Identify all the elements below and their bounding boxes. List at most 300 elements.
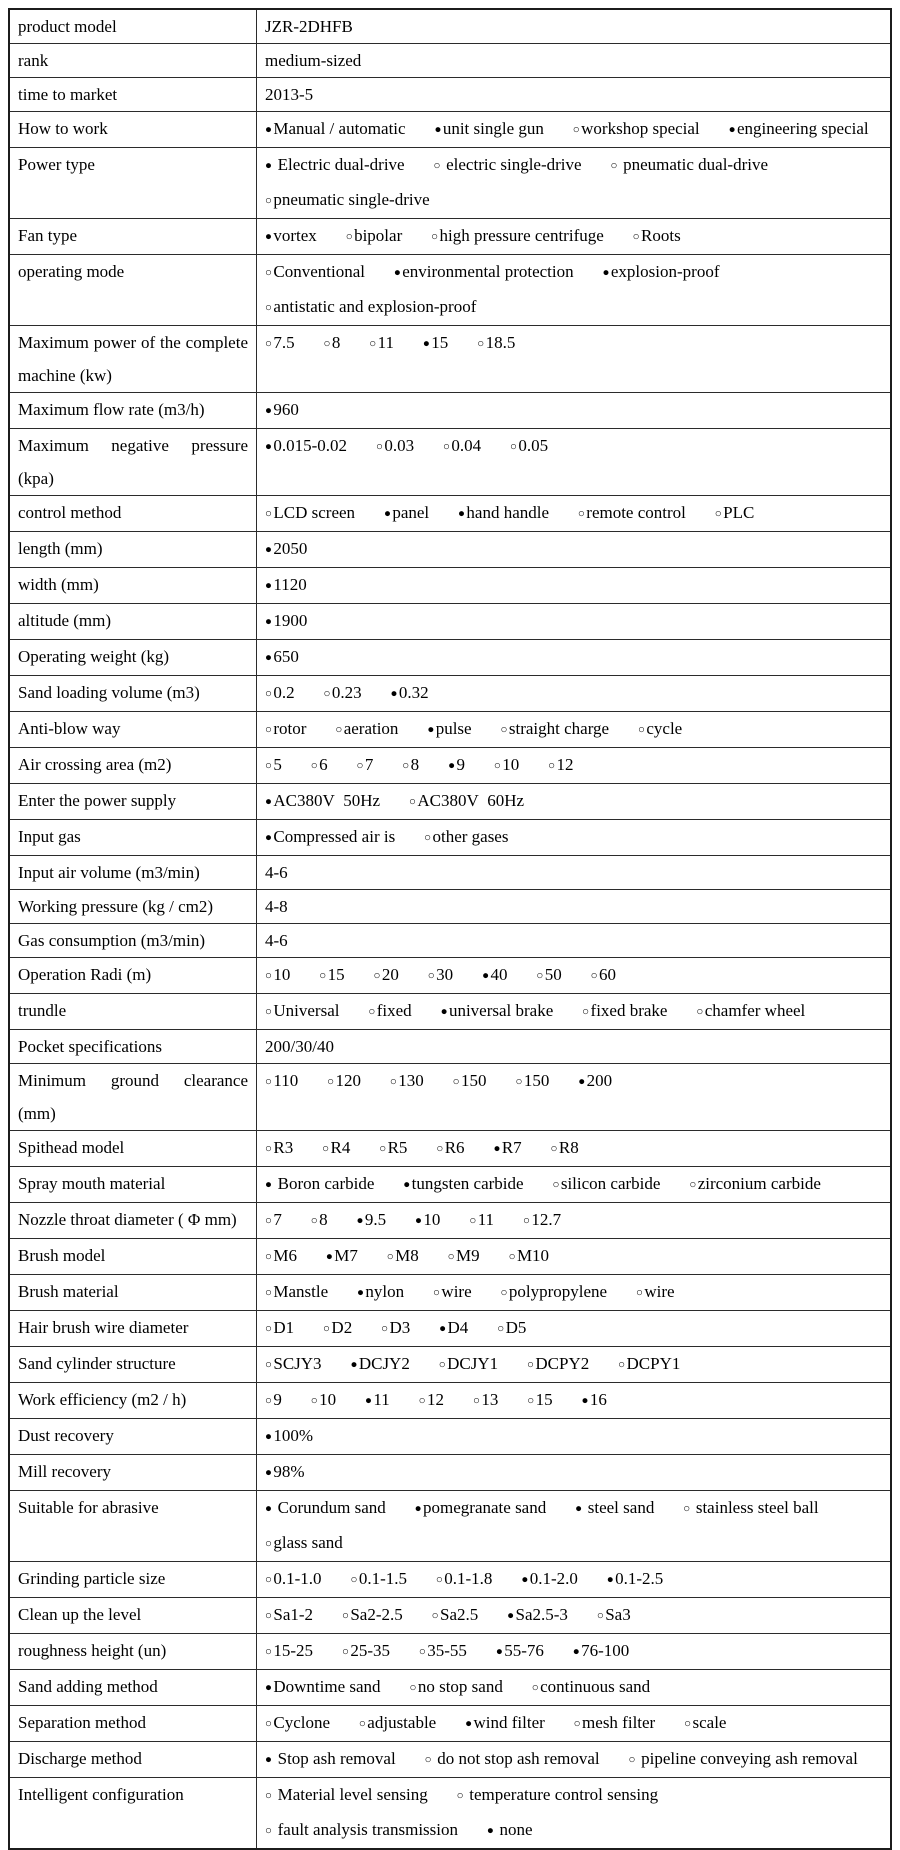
option: ○zirconium carbide [689, 1174, 821, 1193]
hollow-bullet-icon: ○ [345, 229, 355, 243]
hollow-bullet-icon: ○ [265, 1823, 274, 1837]
option: ●hand handle [458, 503, 550, 522]
hollow-bullet-icon: ○ [265, 193, 274, 207]
table-row [9, 1203, 891, 1239]
hollow-bullet-icon: ○ [515, 1074, 524, 1088]
option: ○R8 [550, 1138, 579, 1157]
hollow-bullet-icon: ○ [322, 1141, 331, 1155]
hollow-bullet-icon: ○ [265, 758, 274, 772]
hollow-bullet-icon: ○ [379, 1141, 388, 1155]
hollow-bullet-icon: ○ [714, 506, 724, 520]
hollow-bullet-icon: ○ [409, 1680, 418, 1694]
option: ●AC380V 50Hz [265, 791, 381, 810]
filled-bullet-icon: ● [422, 336, 432, 350]
hollow-bullet-icon: ○ [265, 1788, 274, 1802]
option: ○15 [319, 965, 345, 984]
option: ○M10 [508, 1246, 550, 1265]
row-value [257, 994, 892, 1030]
hollow-bullet-icon: ○ [500, 722, 509, 736]
row-label: operating mode [9, 255, 257, 326]
row-label: Suitable for abrasive [9, 1491, 257, 1562]
option: ○Sa2-2.5 [341, 1605, 403, 1624]
hollow-bullet-icon: ○ [636, 1285, 645, 1299]
row-value [257, 1275, 892, 1311]
hollow-bullet-icon: ○ [447, 1249, 457, 1263]
filled-bullet-icon: ● [265, 614, 274, 628]
option: ○ do not stop ash removal [424, 1749, 600, 1768]
hollow-bullet-icon: ○ [323, 1321, 332, 1335]
table-row [9, 712, 891, 748]
hollow-bullet-icon: ○ [265, 1644, 274, 1658]
table-row [9, 1239, 891, 1275]
filled-bullet-icon: ● [265, 439, 274, 453]
option: ○cycle [637, 719, 683, 738]
table-row [9, 748, 891, 784]
option: ○5 [265, 755, 282, 774]
option: ○0.23 [323, 683, 362, 702]
row-label: Gas consumption (m3/min) [9, 924, 257, 958]
hollow-bullet-icon: ○ [265, 1213, 274, 1227]
table-row [9, 1634, 891, 1670]
row-label: Mill recovery [9, 1455, 257, 1491]
option: ○6 [310, 755, 328, 774]
table-row [9, 994, 891, 1030]
option: ○remote control [577, 503, 686, 522]
hollow-bullet-icon: ○ [596, 1608, 606, 1622]
option: ○Manstle [265, 1282, 329, 1301]
filled-bullet-icon: ● [350, 1357, 359, 1371]
option: ○adjustable [358, 1713, 437, 1732]
filled-bullet-icon: ● [606, 1572, 616, 1586]
option: ○0.1-1.8 [435, 1569, 493, 1588]
filled-bullet-icon: ● [415, 1213, 424, 1227]
option: ●pulse [427, 719, 472, 738]
row-value [257, 958, 892, 994]
option: 4-8 [265, 897, 288, 916]
hollow-bullet-icon: ○ [265, 1074, 274, 1088]
hollow-bullet-icon: ○ [402, 758, 411, 772]
option: ● none [486, 1820, 533, 1839]
option: ○7.5 [265, 333, 295, 352]
row-label: Maximum power of the complete machine (kw) [9, 326, 257, 393]
option: ○12.7 [522, 1210, 562, 1229]
option: ●1900 [265, 611, 308, 630]
row-value [257, 1742, 892, 1778]
option: ○R6 [436, 1138, 465, 1157]
row-label: Enter the power supply [9, 784, 257, 820]
hollow-bullet-icon: ○ [375, 439, 385, 453]
row-value [257, 1239, 892, 1275]
row-label: control method [9, 496, 257, 532]
hollow-bullet-icon: ○ [356, 758, 365, 772]
table-row [9, 1064, 891, 1131]
table-row [9, 1491, 891, 1562]
option: ●0.32 [390, 683, 429, 702]
row-value [257, 1562, 892, 1598]
row-label: Separation method [9, 1706, 257, 1742]
row-label: Clean up the level [9, 1598, 257, 1634]
hollow-bullet-icon: ○ [381, 1321, 390, 1335]
hollow-bullet-icon: ○ [637, 722, 647, 736]
option: ●engineering special [728, 119, 869, 138]
row-label: Working pressure (kg / cm2) [9, 890, 257, 924]
row-value [257, 9, 892, 44]
spec-table-body [9, 9, 891, 1849]
filled-bullet-icon: ● [458, 506, 467, 520]
option: ○0.1-1.0 [265, 1569, 322, 1588]
row-label: rank [9, 44, 257, 78]
hollow-bullet-icon: ○ [548, 758, 557, 772]
row-value [257, 1778, 892, 1850]
hollow-bullet-icon: ○ [433, 1285, 442, 1299]
option: ○Sa1-2 [265, 1605, 314, 1624]
hollow-bullet-icon: ○ [389, 1074, 399, 1088]
row-label: Maximum flow rate (m3/h) [9, 393, 257, 429]
table-row [9, 1742, 891, 1778]
table-row [9, 1562, 891, 1598]
row-label: Nozzle throat diameter ( Φ mm) [9, 1203, 257, 1239]
table-row [9, 1598, 891, 1634]
option: ●panel [383, 503, 430, 522]
option: ○8 [310, 1210, 328, 1229]
table-row [9, 924, 891, 958]
hollow-bullet-icon: ○ [319, 968, 328, 982]
option: ●2050 [265, 539, 308, 558]
filled-bullet-icon: ● [578, 1074, 587, 1088]
hollow-bullet-icon: ○ [696, 1004, 705, 1018]
hollow-bullet-icon: ○ [265, 1321, 274, 1335]
table-row [9, 1347, 891, 1383]
row-value [257, 326, 892, 393]
table-row [9, 1383, 891, 1419]
option: ○Cyclone [265, 1713, 331, 1732]
option: ○7 [265, 1210, 282, 1229]
option: ○D5 [497, 1318, 527, 1337]
hollow-bullet-icon: ○ [265, 1393, 274, 1407]
option: ●1120 [265, 575, 307, 594]
option: ○other gases [424, 827, 509, 846]
hollow-bullet-icon: ○ [341, 1644, 351, 1658]
filled-bullet-icon: ● [439, 1321, 448, 1335]
table-row [9, 568, 891, 604]
filled-bullet-icon: ● [482, 968, 491, 982]
row-value [257, 820, 892, 856]
option: ○fixed brake [582, 1001, 668, 1020]
option: ○ Material level sensing [265, 1785, 428, 1804]
option: ○0.2 [265, 683, 295, 702]
filled-bullet-icon: ● [265, 1465, 274, 1479]
option: ○150 [452, 1071, 487, 1090]
row-value [257, 1064, 892, 1131]
hollow-bullet-icon: ○ [632, 229, 642, 243]
filled-bullet-icon: ● [393, 265, 403, 279]
hollow-bullet-icon: ○ [418, 1644, 428, 1658]
option: ○wire [636, 1282, 675, 1301]
option: ○PLC [714, 503, 755, 522]
hollow-bullet-icon: ○ [323, 336, 332, 350]
filled-bullet-icon: ● [575, 1501, 584, 1515]
option: ○mesh filter [573, 1713, 656, 1732]
filled-bullet-icon: ● [265, 578, 274, 592]
hollow-bullet-icon: ○ [438, 1357, 448, 1371]
filled-bullet-icon: ● [414, 1501, 424, 1515]
option: ●R7 [493, 1138, 522, 1157]
hollow-bullet-icon: ○ [431, 229, 440, 243]
filled-bullet-icon: ● [434, 122, 443, 136]
option: ○130 [389, 1071, 424, 1090]
option: ○LCD screen [265, 503, 356, 522]
option: ●Compressed air is [265, 827, 396, 846]
filled-bullet-icon: ● [265, 229, 274, 243]
row-label: Power type [9, 148, 257, 219]
table-row [9, 219, 891, 255]
row-value [257, 1634, 892, 1670]
row-label: Brush model [9, 1239, 257, 1275]
option: ● Stop ash removal [265, 1749, 396, 1768]
row-label: Grinding particle size [9, 1562, 257, 1598]
hollow-bullet-icon: ○ [373, 968, 382, 982]
option: ○20 [373, 965, 399, 984]
option: ●200 [578, 1071, 613, 1090]
option: ● Corundum sand [265, 1498, 386, 1517]
table-row [9, 676, 891, 712]
row-label: Sand adding method [9, 1670, 257, 1706]
table-row [9, 1455, 891, 1491]
row-value [257, 856, 892, 890]
option: ●16 [581, 1390, 607, 1409]
option: ● Boron carbide [265, 1174, 375, 1193]
option: ○no stop sand [409, 1677, 503, 1696]
option: ●nylon [357, 1282, 405, 1301]
row-label: length (mm) [9, 532, 257, 568]
option: ●9 [448, 755, 465, 774]
hollow-bullet-icon: ○ [323, 686, 332, 700]
option: ○ temperature control sensing [456, 1785, 659, 1804]
option: ○ pneumatic dual-drive [610, 155, 769, 174]
option: ○13 [472, 1390, 499, 1409]
hollow-bullet-icon: ○ [335, 722, 344, 736]
hollow-bullet-icon: ○ [509, 439, 519, 453]
hollow-bullet-icon: ○ [689, 1177, 698, 1191]
row-label: product model [9, 9, 257, 44]
option: ●98% [265, 1462, 305, 1481]
row-value [257, 1491, 892, 1562]
hollow-bullet-icon: ○ [358, 1716, 368, 1730]
option: ●DCJY2 [350, 1354, 410, 1373]
option: ●0.1-2.0 [521, 1569, 578, 1588]
row-value [257, 393, 892, 429]
hollow-bullet-icon: ○ [265, 722, 274, 736]
hollow-bullet-icon: ○ [472, 1393, 482, 1407]
row-label: Dust recovery [9, 1419, 257, 1455]
hollow-bullet-icon: ○ [683, 1501, 692, 1515]
option: ○antistatic and explosion-proof [265, 297, 477, 316]
hollow-bullet-icon: ○ [500, 1285, 509, 1299]
table-row [9, 958, 891, 994]
hollow-bullet-icon: ○ [310, 758, 320, 772]
option: ○15 [527, 1390, 553, 1409]
hollow-bullet-icon: ○ [368, 1004, 377, 1018]
option: ●M7 [325, 1246, 358, 1265]
option: ○120 [327, 1071, 362, 1090]
filled-bullet-icon: ● [495, 1644, 505, 1658]
hollow-bullet-icon: ○ [508, 1249, 517, 1263]
filled-bullet-icon: ● [265, 1501, 274, 1515]
option: ○15-25 [265, 1641, 314, 1660]
option: ○silicon carbide [552, 1174, 661, 1193]
option: ○Sa2.5 [431, 1605, 479, 1624]
hollow-bullet-icon: ○ [477, 336, 486, 350]
option: medium-sized [265, 51, 362, 70]
option: 2013-5 [265, 85, 314, 104]
filled-bullet-icon: ● [357, 1285, 366, 1299]
option: ●0.1-2.5 [606, 1569, 664, 1588]
option: ○Sa3 [596, 1605, 631, 1624]
option: ○D1 [265, 1318, 295, 1337]
option: ●Downtime sand [265, 1677, 381, 1696]
hollow-bullet-icon: ○ [582, 1004, 591, 1018]
filled-bullet-icon: ● [390, 686, 399, 700]
option: ○pneumatic single-drive [265, 190, 430, 209]
option: ○0.03 [375, 436, 415, 455]
option: ○150 [515, 1071, 550, 1090]
row-value [257, 1131, 892, 1167]
filled-bullet-icon: ● [448, 758, 457, 772]
option: ●9.5 [356, 1210, 387, 1229]
filled-bullet-icon: ● [728, 122, 737, 136]
option: ○7 [356, 755, 374, 774]
option: ●environmental protection [393, 262, 574, 281]
option: ○AC380V 60Hz [408, 791, 525, 810]
table-row [9, 1167, 891, 1203]
row-value [257, 78, 892, 112]
row-value [257, 1455, 892, 1491]
table-row [9, 1131, 891, 1167]
filled-bullet-icon: ● [581, 1393, 590, 1407]
option: ○D2 [323, 1318, 353, 1337]
table-row [9, 44, 891, 78]
table-row [9, 1030, 891, 1064]
table-row [9, 255, 891, 326]
option: ○fixed [368, 1001, 412, 1020]
hollow-bullet-icon: ○ [497, 1321, 506, 1335]
option: ○ stainless steel ball [683, 1498, 819, 1517]
option: ○Roots [632, 226, 681, 245]
row-label: Intelligent configuration [9, 1778, 257, 1850]
row-value [257, 748, 892, 784]
option: ○0.1-1.5 [350, 1569, 407, 1588]
hollow-bullet-icon: ○ [265, 265, 274, 279]
option: ○R4 [322, 1138, 351, 1157]
hollow-bullet-icon: ○ [550, 1141, 559, 1155]
option: ●76-100 [572, 1641, 630, 1660]
option: ○9 [265, 1390, 282, 1409]
filled-bullet-icon: ● [265, 830, 274, 844]
row-label: Discharge method [9, 1742, 257, 1778]
option: ○M6 [265, 1246, 297, 1265]
hollow-bullet-icon: ○ [573, 1716, 583, 1730]
row-value [257, 676, 892, 712]
option: 4-6 [265, 863, 288, 882]
row-label: Fan type [9, 219, 257, 255]
hollow-bullet-icon: ○ [435, 1572, 445, 1586]
hollow-bullet-icon: ○ [265, 1357, 274, 1371]
spec-table [8, 8, 892, 1850]
filled-bullet-icon: ● [465, 1716, 474, 1730]
row-label: Work efficiency (m2 / h) [9, 1383, 257, 1419]
option: ○11 [369, 333, 395, 352]
row-label: altitude (mm) [9, 604, 257, 640]
row-label: Brush material [9, 1275, 257, 1311]
table-row [9, 1706, 891, 1742]
option: ○18.5 [477, 333, 516, 352]
row-label: Air crossing area (m2) [9, 748, 257, 784]
table-row [9, 9, 891, 44]
option: ○12 [418, 1390, 445, 1409]
option: ○glass sand [265, 1533, 343, 1552]
hollow-bullet-icon: ○ [531, 1680, 541, 1694]
hollow-bullet-icon: ○ [265, 1716, 274, 1730]
table-row [9, 393, 891, 429]
option: ○DCPY1 [618, 1354, 681, 1373]
option: ○10 [265, 965, 291, 984]
option: ○scale [684, 1713, 727, 1732]
filled-bullet-icon: ● [521, 1572, 530, 1586]
option: ○rotor [265, 719, 307, 738]
filled-bullet-icon: ● [602, 265, 611, 279]
option: ○Universal [265, 1001, 340, 1020]
hollow-bullet-icon: ○ [265, 506, 274, 520]
option: ○Conventional [265, 262, 365, 281]
option: ●pomegranate sand [414, 1498, 547, 1517]
option: ○straight charge [500, 719, 610, 738]
filled-bullet-icon: ● [365, 1393, 374, 1407]
table-row [9, 496, 891, 532]
row-value [257, 1383, 892, 1419]
hollow-bullet-icon: ○ [436, 1141, 445, 1155]
row-value [257, 1030, 892, 1064]
row-label: Hair brush wire diameter [9, 1311, 257, 1347]
option: ○ pipeline conveying ash removal [628, 1749, 858, 1768]
table-row [9, 604, 891, 640]
table-row [9, 820, 891, 856]
option: ●11 [365, 1390, 390, 1409]
row-value [257, 890, 892, 924]
option: ●55-76 [495, 1641, 544, 1660]
option: ●D4 [439, 1318, 469, 1337]
row-value [257, 112, 892, 148]
option: ○DCPY2 [527, 1354, 590, 1373]
row-value [257, 1167, 892, 1203]
hollow-bullet-icon: ○ [452, 1074, 462, 1088]
filled-bullet-icon: ● [507, 1608, 516, 1622]
row-label: Spithead model [9, 1131, 257, 1167]
table-row [9, 890, 891, 924]
table-row [9, 78, 891, 112]
table-row [9, 326, 891, 393]
hollow-bullet-icon: ○ [386, 1249, 396, 1263]
row-value [257, 1598, 892, 1634]
hollow-bullet-icon: ○ [265, 1285, 274, 1299]
filled-bullet-icon: ● [265, 403, 274, 417]
option: ○workshop special [572, 119, 700, 138]
filled-bullet-icon: ● [265, 122, 274, 136]
hollow-bullet-icon: ○ [310, 1213, 320, 1227]
hollow-bullet-icon: ○ [469, 1213, 478, 1227]
hollow-bullet-icon: ○ [265, 1536, 274, 1550]
option: ○8 [323, 333, 341, 352]
row-label: Operating weight (kg) [9, 640, 257, 676]
